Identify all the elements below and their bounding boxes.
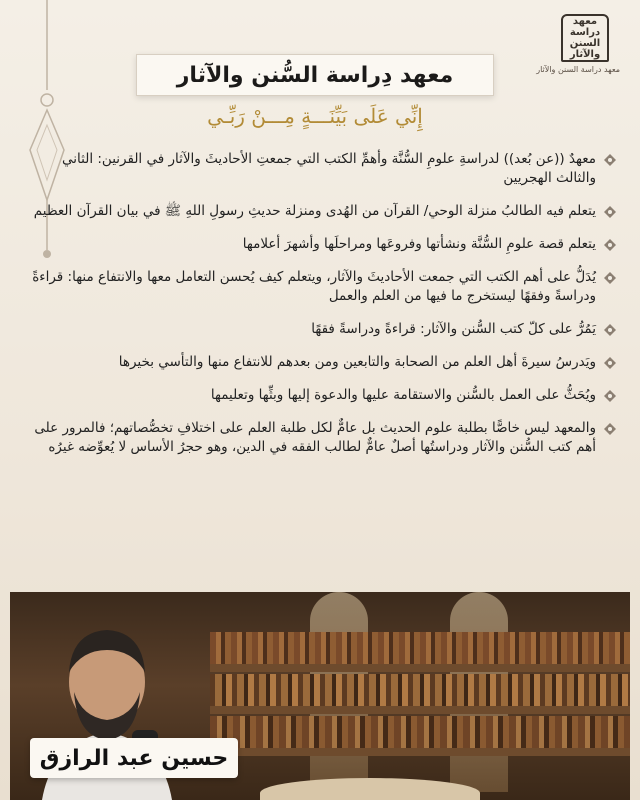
list-item <box>26 386 616 405</box>
list-item <box>26 202 616 221</box>
list-item <box>26 268 616 306</box>
quranic-verse: إِنِّي عَلَى بَيِّنَـــةٍ مِـــنْ رَبِّـي <box>207 104 423 128</box>
list-item <box>26 235 616 254</box>
bookshelf-books <box>210 674 630 706</box>
list-item <box>26 419 616 457</box>
bullet-diamond-icon <box>604 324 616 336</box>
logo-caption: معهد دراسة السنن والآثار <box>536 65 620 74</box>
presenter-name: حسين عبد الرازق <box>30 738 238 778</box>
bullet-diamond-icon <box>604 390 616 402</box>
list-item-text: يُدَلُّ على أهم الكتب التي جمعت الأحاديثَ والآثار، ويتعلم كيف يُحسن التعامل معها والانتفاع منها: قراءةً ودراسةً وفقهًا ليستخرج ما فيها من العلم والعمل <box>32 269 596 304</box>
list-item <box>26 150 616 188</box>
bullet-diamond-icon <box>604 423 616 435</box>
bullet-diamond-icon <box>604 272 616 284</box>
list-item-text: يَمُرُّ على كلّ كتب السُّنن والآثار: قراءةً ودراسةً فقهًا <box>311 321 596 337</box>
list-item-text: ويُحَثُّ على العمل بالسُّنن والاستقامة عليها والدعوة إليها وبثِّها وتعليمها <box>210 387 596 403</box>
list-item-text: يتعلم قصة علومِ السُّنَّة ونشأتها وفروعَها ومراحلَها وأشهرَ أعلامها <box>242 236 596 252</box>
list-item <box>26 320 616 339</box>
bookshelf <box>210 748 630 756</box>
list-item <box>26 353 616 372</box>
page-title: معهد دِراسة السُّنن والآثار <box>136 54 494 96</box>
list-item-text: معهدٌ ((عن بُعد)) لدراسةِ علومِ السُّنَّة وأهمِّ الكتب التي جمعتِ الأحاديثَ والآثار في القرنين: الثاني والثالث الهجريين <box>62 151 596 186</box>
list-item-text: والمعهد ليس خاصًّا بطلبة علوم الحديث بل عامٌّ لكل طلبة العلم على اختلافِ تخصُّصاتهم؛ فالمرور على أهم كتب السُّنن والآثار ودراستُها أصلٌ عامٌّ لطالب الفقه في الدين، وهو حجرُ الأساس لا يُعوِّضه غيرُه <box>34 420 596 455</box>
institute-logo <box>536 14 620 74</box>
bookshelf-books <box>210 716 630 748</box>
bullet-diamond-icon <box>604 154 616 166</box>
open-book <box>260 778 480 800</box>
bullet-diamond-icon <box>604 206 616 218</box>
bookshelf <box>210 664 630 672</box>
bullet-diamond-icon <box>604 357 616 369</box>
logo-mark: معهد دراسة السنن والآثار <box>561 14 609 62</box>
bookshelf-books <box>210 632 630 664</box>
bullet-diamond-icon <box>604 239 616 251</box>
list-item-text: ويَدرسُ سيرةَ أهل العلم من الصحابة والتابعين ومن بعدهم للانتفاع منها والتأسي بخيرها <box>118 354 596 370</box>
bookshelf <box>210 706 630 714</box>
list-item-text: يتعلم فيه الطالبُ منزلة الوحي/ القرآن من الهُدى ومنزلة حديثِ رسولِ اللهِ ﷺ في بيان القرآن العظيم <box>33 203 596 219</box>
feature-list <box>26 150 616 471</box>
